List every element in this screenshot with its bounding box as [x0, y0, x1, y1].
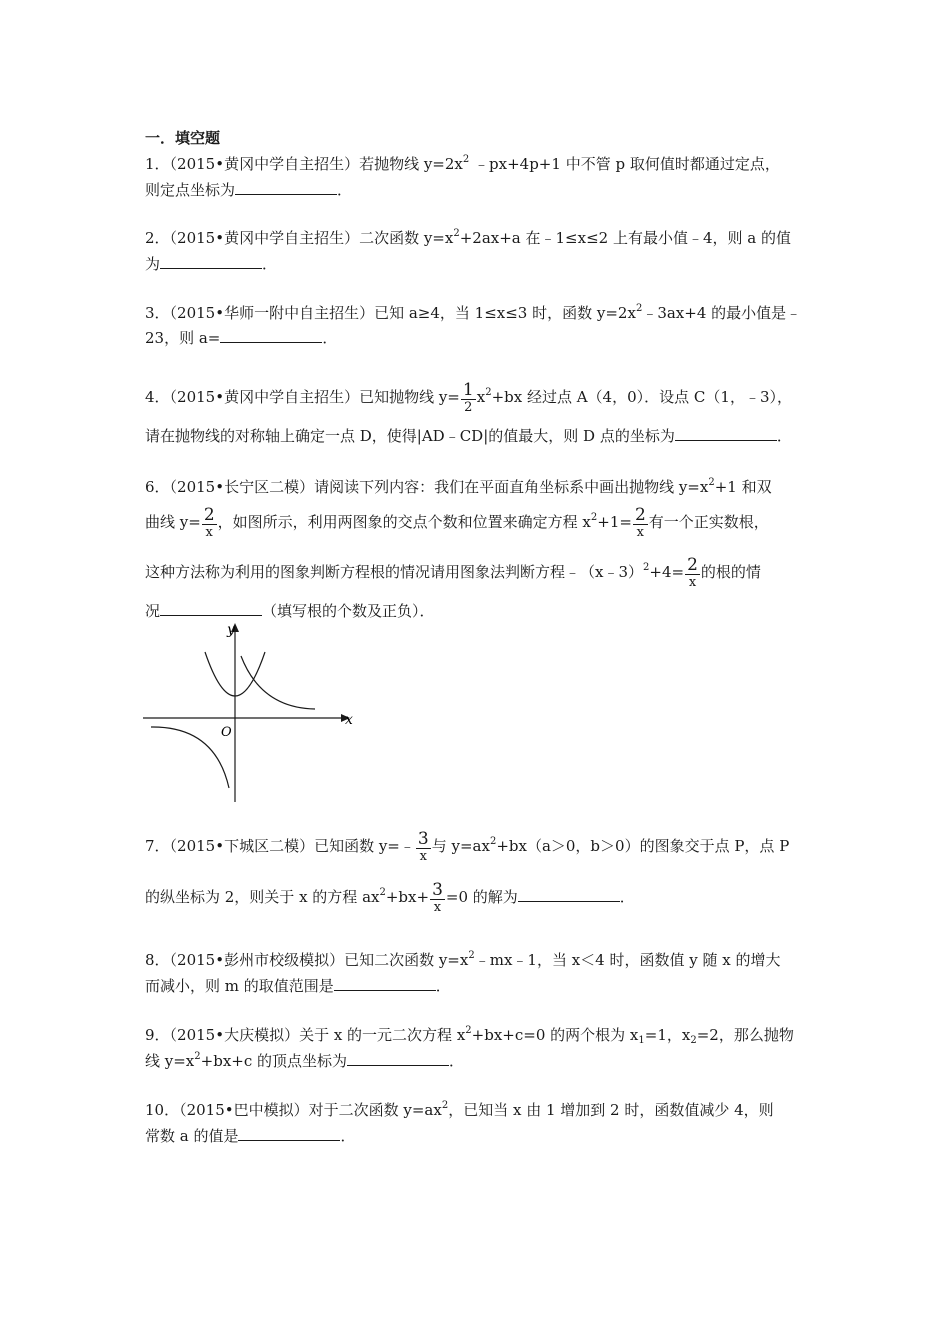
answer-blank-6[interactable]	[160, 601, 262, 616]
y-axis-label: y	[227, 622, 235, 638]
denominator: x	[636, 524, 645, 540]
text: ．	[776, 427, 792, 445]
superscript: 2	[643, 562, 650, 573]
text: ．	[322, 329, 338, 347]
numerator: 2	[203, 504, 215, 525]
answer-blank-10[interactable]	[238, 1126, 340, 1141]
answer-blank-7[interactable]	[518, 887, 620, 902]
subscript: 1	[638, 1035, 645, 1046]
text: +bx+c 的顶点坐标为	[200, 1052, 348, 1070]
text: +bx 经过点 A（4，0）．设点 C（1，﹣3），	[491, 388, 792, 406]
denominator: 2	[464, 399, 473, 415]
text: ．	[340, 1127, 356, 1145]
question-6-line-2	[145, 502, 769, 542]
text: ．	[435, 977, 451, 995]
section-title: 一．填空题	[145, 129, 221, 147]
text: ．	[619, 888, 635, 906]
text: +4=	[649, 563, 685, 581]
denominator: x	[205, 524, 213, 540]
origin-label: O	[221, 725, 232, 740]
question-8-line-1	[145, 950, 781, 970]
numerator: 2	[687, 554, 698, 575]
numerator: 3	[432, 879, 443, 900]
text: +bx（a＞0，b＞0）的图象交于点 P，点 P	[496, 837, 790, 855]
question-7-line-2	[145, 877, 635, 917]
text: 10．（2015•巴中模拟）对于二次函数 y=ax	[145, 1101, 442, 1119]
numerator: 1	[462, 379, 474, 400]
question-6-line-4	[145, 601, 435, 621]
text: +1=	[597, 513, 632, 531]
question-6-line-3	[145, 552, 761, 592]
text: 3．（2015•华师一附中自主招生）已知 a≥4，当 1≤x≤3 时，函数 y=2x	[145, 304, 636, 322]
text: ﹣px+4p+1 中不管 p 取何值时都通过定点，	[469, 155, 780, 173]
question-1-line-2	[145, 180, 352, 200]
text: 2．（2015•黄冈中学自主招生）二次函数 y=x	[145, 229, 454, 247]
text: 4．（2015•黄冈中学自主招生）已知抛物线 y=	[145, 388, 460, 406]
superscript: 2	[379, 887, 386, 898]
superscript: 2	[635, 303, 643, 314]
superscript: 2	[465, 1025, 472, 1036]
fraction	[202, 506, 217, 541]
text: =2，那么抛物	[696, 1026, 794, 1044]
text: ．	[337, 181, 353, 199]
numerator: 2	[634, 504, 646, 525]
text: 为	[145, 255, 161, 273]
question-2-line-1	[145, 228, 791, 248]
text: =0 的解为	[445, 888, 518, 906]
fraction	[461, 381, 476, 416]
text: 1．（2015•黄冈中学自主招生）若抛物线 y=2x	[145, 155, 463, 173]
text: ，已知当 x 由 1 增加到 2 时，函数值减少 4，则	[448, 1101, 774, 1119]
text: 8．（2015•彭州市校级模拟）已知二次函数 y=x	[145, 951, 469, 969]
numerator: 3	[417, 828, 429, 849]
text: 请在抛物线的对称轴上确定一点 D，使得|AD﹣CD|的值最大，则 D 点的坐标为	[145, 427, 675, 445]
text: x	[476, 388, 486, 406]
text: 曲线 y=	[145, 513, 201, 531]
text: 的纵坐标为 2，则关于 x 的方程 ax	[145, 888, 380, 906]
text: +1 和双	[714, 478, 772, 496]
text: 23，则 a=	[145, 329, 221, 347]
superscript: 2	[462, 154, 470, 165]
question-8-line-2	[145, 976, 451, 996]
text: 而减小，则 m 的取值范围是	[145, 977, 334, 995]
fraction	[633, 506, 648, 541]
hyperbola-branch-negative	[151, 727, 229, 788]
answer-blank-3[interactable]	[220, 328, 322, 343]
question-1-line-1	[145, 154, 780, 174]
text: =1，x	[644, 1026, 691, 1044]
text: 的根的情	[700, 563, 761, 581]
question-6-line-1	[145, 477, 772, 497]
text: ﹣mx﹣1，当 x＜4 时，函数值 y 随 x 的增大	[474, 951, 781, 969]
superscript: 2	[468, 950, 475, 961]
text: 常数 a 的值是	[145, 1127, 239, 1145]
superscript: 2	[194, 1051, 201, 1062]
subscript: 2	[690, 1035, 697, 1046]
fraction	[430, 881, 445, 916]
answer-blank-8[interactable]	[334, 976, 436, 991]
superscript: 2	[489, 836, 497, 847]
text: 7．（2015•下城区二模）已知函数 y=﹣	[145, 837, 415, 855]
superscript: 2	[590, 512, 598, 523]
answer-blank-2[interactable]	[160, 254, 262, 269]
text: ，如图所示，利用两图象的交点个数和位置来确定方程 x	[217, 513, 591, 531]
question-4-line-2	[145, 426, 792, 446]
text: （填写根的个数及正负）．	[262, 602, 435, 620]
denominator: x	[419, 848, 427, 864]
text: 6．（2015•长宁区二模）请阅读下列内容：我们在平面直角坐标系中画出抛物线 y=x	[145, 478, 709, 496]
text: 线 y=x	[145, 1052, 195, 1070]
text: 有一个正实数根，	[648, 513, 769, 531]
question-2-line-2	[145, 254, 277, 274]
question-3-line-2	[145, 328, 337, 348]
text: 9．（2015•大庆模拟）关于 x 的一元二次方程 x	[145, 1026, 466, 1044]
fraction	[416, 830, 431, 865]
answer-blank-1[interactable]	[235, 180, 337, 195]
fraction	[685, 556, 700, 591]
function-graph	[143, 620, 363, 802]
superscript: 2	[441, 1100, 449, 1111]
text: +2ax+a 在﹣1≤x≤2 上有最小值﹣4，则 a 的值	[459, 229, 791, 247]
superscript: 2	[453, 228, 460, 239]
text: +bx+	[385, 888, 430, 906]
question-3-line-1	[145, 303, 801, 323]
text: 这种方法称为利用的图象判断方程根的情况请用图象法判断方程﹣（x﹣3）	[145, 563, 644, 581]
denominator: x	[688, 574, 697, 590]
question-7-line-1	[145, 826, 789, 866]
text: 况	[145, 602, 161, 620]
text: +bx+c=0 的两个根为 x	[471, 1026, 639, 1044]
denominator: x	[433, 899, 442, 915]
text: 则定点坐标为	[145, 181, 236, 199]
text: ﹣3ax+4 的最小值是﹣	[642, 304, 802, 322]
superscript: 2	[485, 387, 492, 398]
question-4-line-1	[145, 380, 792, 416]
question-9-line-2	[145, 1051, 464, 1071]
question-9-line-1	[145, 1025, 794, 1045]
question-10-line-2	[145, 1126, 356, 1146]
superscript: 2	[708, 477, 715, 488]
text: ．	[262, 255, 278, 273]
answer-blank-4[interactable]	[675, 426, 777, 441]
x-axis-label: x	[345, 712, 353, 728]
answer-blank-9[interactable]	[347, 1051, 449, 1066]
question-10-line-1	[145, 1100, 774, 1120]
text: 与 y=ax	[431, 837, 490, 855]
text: ．	[449, 1052, 465, 1070]
